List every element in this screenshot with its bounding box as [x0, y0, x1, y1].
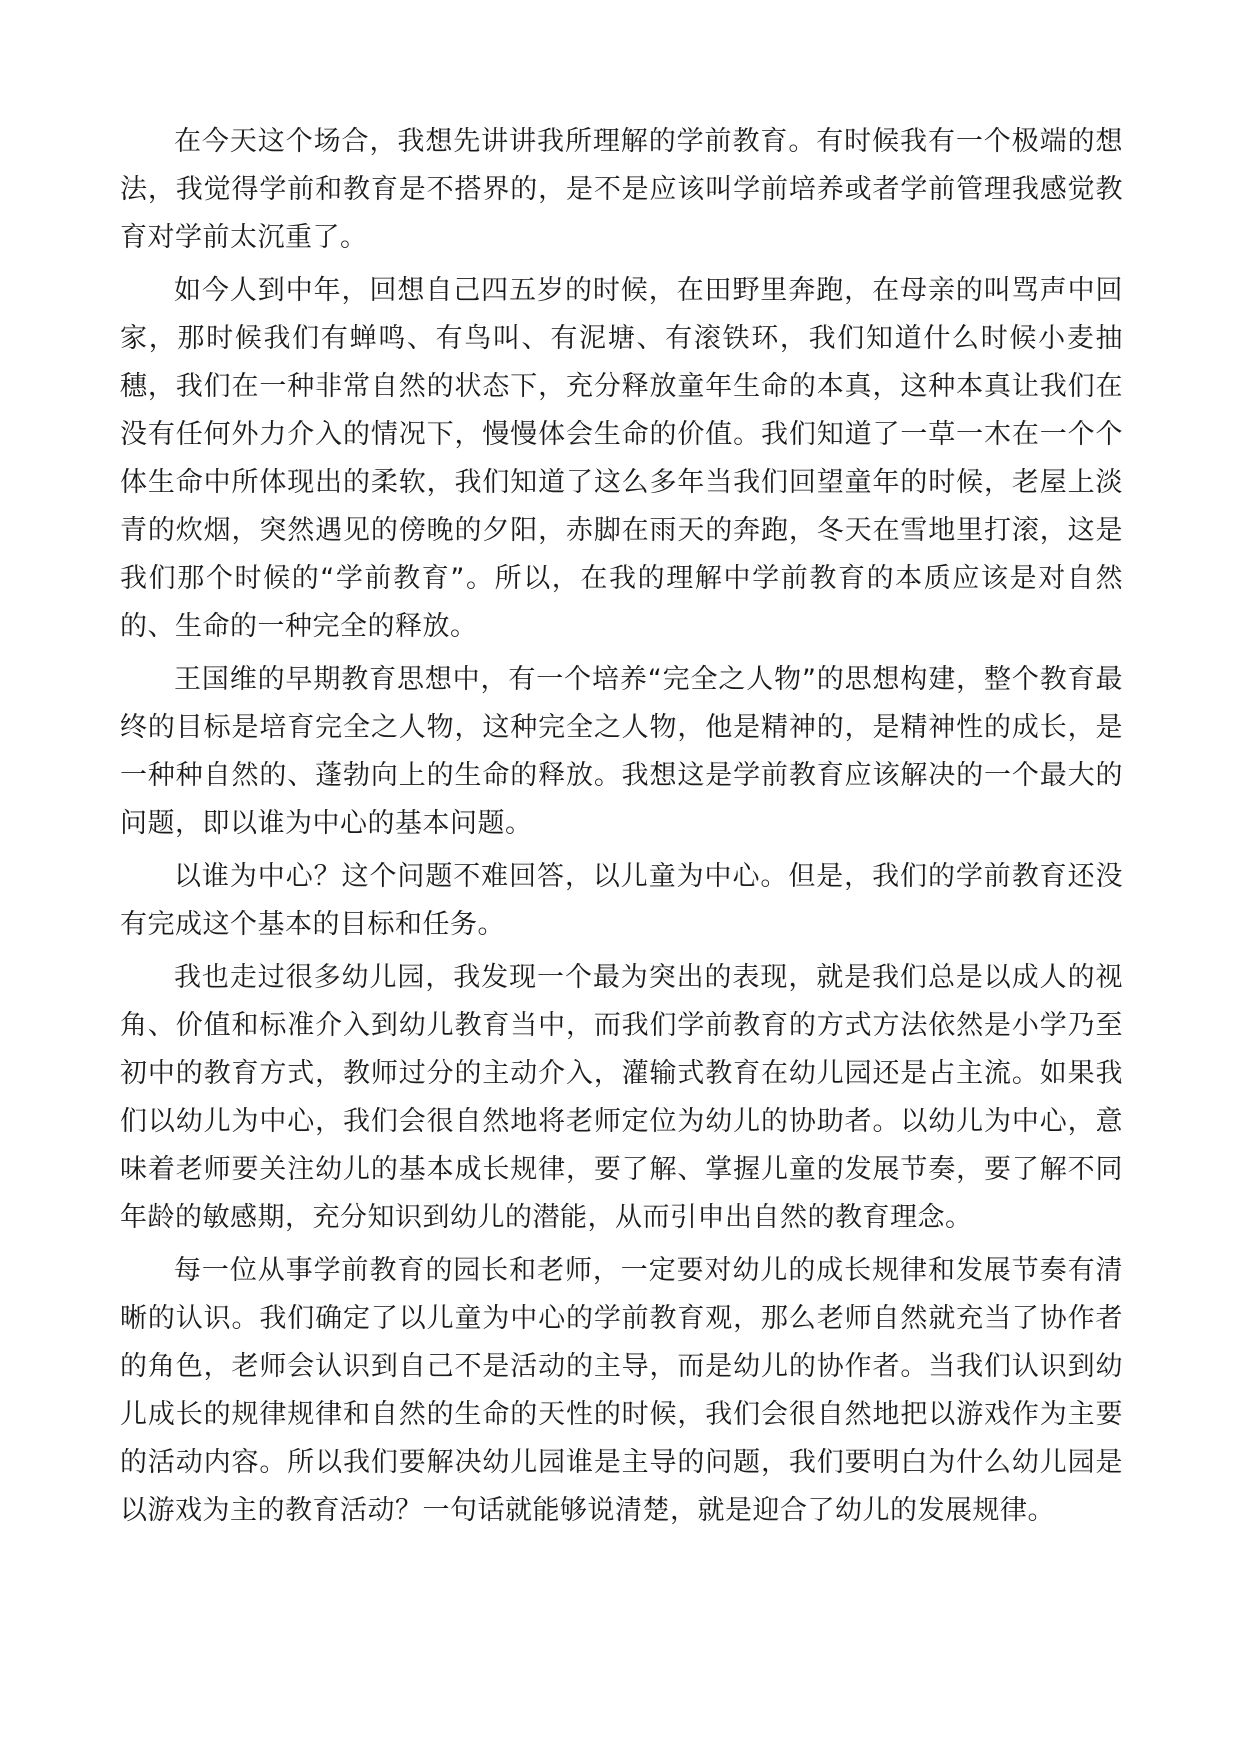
document-body: [120, 118, 1123, 1540]
paragraph-6: 每一位从事学前教育的园长和老师，一定要对幼儿的成长规律和发展节奏有清晰的认识。我们确定了以儿童为中心的学前教育观，那么老师自然就充当了协作者的角色，老师会认识到自己不是活动的主导，而是幼儿的协作者。当我们认识到幼儿成长的规律规律和自然的生命的天性的时候，我们会很自然地把以游戏作为主要的活动内容。所以我们要解决幼儿园谁是主导的问题，我们要明白为什么幼儿园是以游戏为主的教育活动？一句话就能够说清楚，就是迎合了幼儿的发展规律。: [120, 1255, 1123, 1526]
paragraph-1: 在今天这个场合，我想先讲讲我所理解的学前教育。有时候我有一个极端的想法，我觉得学前和教育是不搭界的，是不是应该叫学前培养或者学前管理我感觉教育对学前太沉重了。: [120, 126, 1123, 253]
paragraph-5: 我也走过很多幼儿园，我发现一个最为突出的表现，就是我们总是以成人的视角、价值和标准介入到幼儿教育当中，而我们学前教育的方式方法依然是小学乃至初中的教育方式，教师过分的主动介入，灌输式教育在幼儿园还是占主流。如果我们以幼儿为中心，我们会很自然地将老师定位为幼儿的协助者。以幼儿为中心，意味着老师要关注幼儿的基本成长规律，要了解、掌握儿童的发展节奏，要了解不同年龄的敏感期，充分知识到幼儿的潜能，从而引申出自然的教育理念。: [120, 962, 1123, 1233]
paragraph-3: 王国维的早期教育思想中，有一个培养“完全之人物”的思想构建，整个教育最终的目标是培育完全之人物，这种完全之人物，他是精神的，是精神性的成长，是一种种自然的、蓬勃向上的生命的释放。我想这是学前教育应该解决的一个最大的问题，即以谁为中心的基本问题。: [120, 664, 1123, 839]
paragraph-4: 以谁为中心？这个问题不难回答，以儿童为中心。但是，我们的学前教育还没有完成这个基本的目标和任务。: [120, 861, 1123, 940]
paragraph-2: 如今人到中年，回想自己四五岁的时候，在田野里奔跑，在母亲的叫骂声中回家，那时候我们有蝉鸣、有鸟叫、有泥塘、有滚铁环，我们知道什么时候小麦抽穗，我们在一种非常自然的状态下，充分释放童年生命的本真，这种本真让我们在没有任何外力介入的情况下，慢慢体会生命的价值。我们知道了一草一木在一个个体生命中所体现出的柔软，我们知道了这么多年当我们回望童年的时候，老屋上淡青的炊烟，突然遇见的傍晚的夕阳，赤脚在雨天的奔跑，冬天在雪地里打滚，这是我们那个时候的“学前教育”。所以，在我的理解中学前教育的本质应该是对自然的、生命的一种完全的释放。: [120, 275, 1123, 642]
